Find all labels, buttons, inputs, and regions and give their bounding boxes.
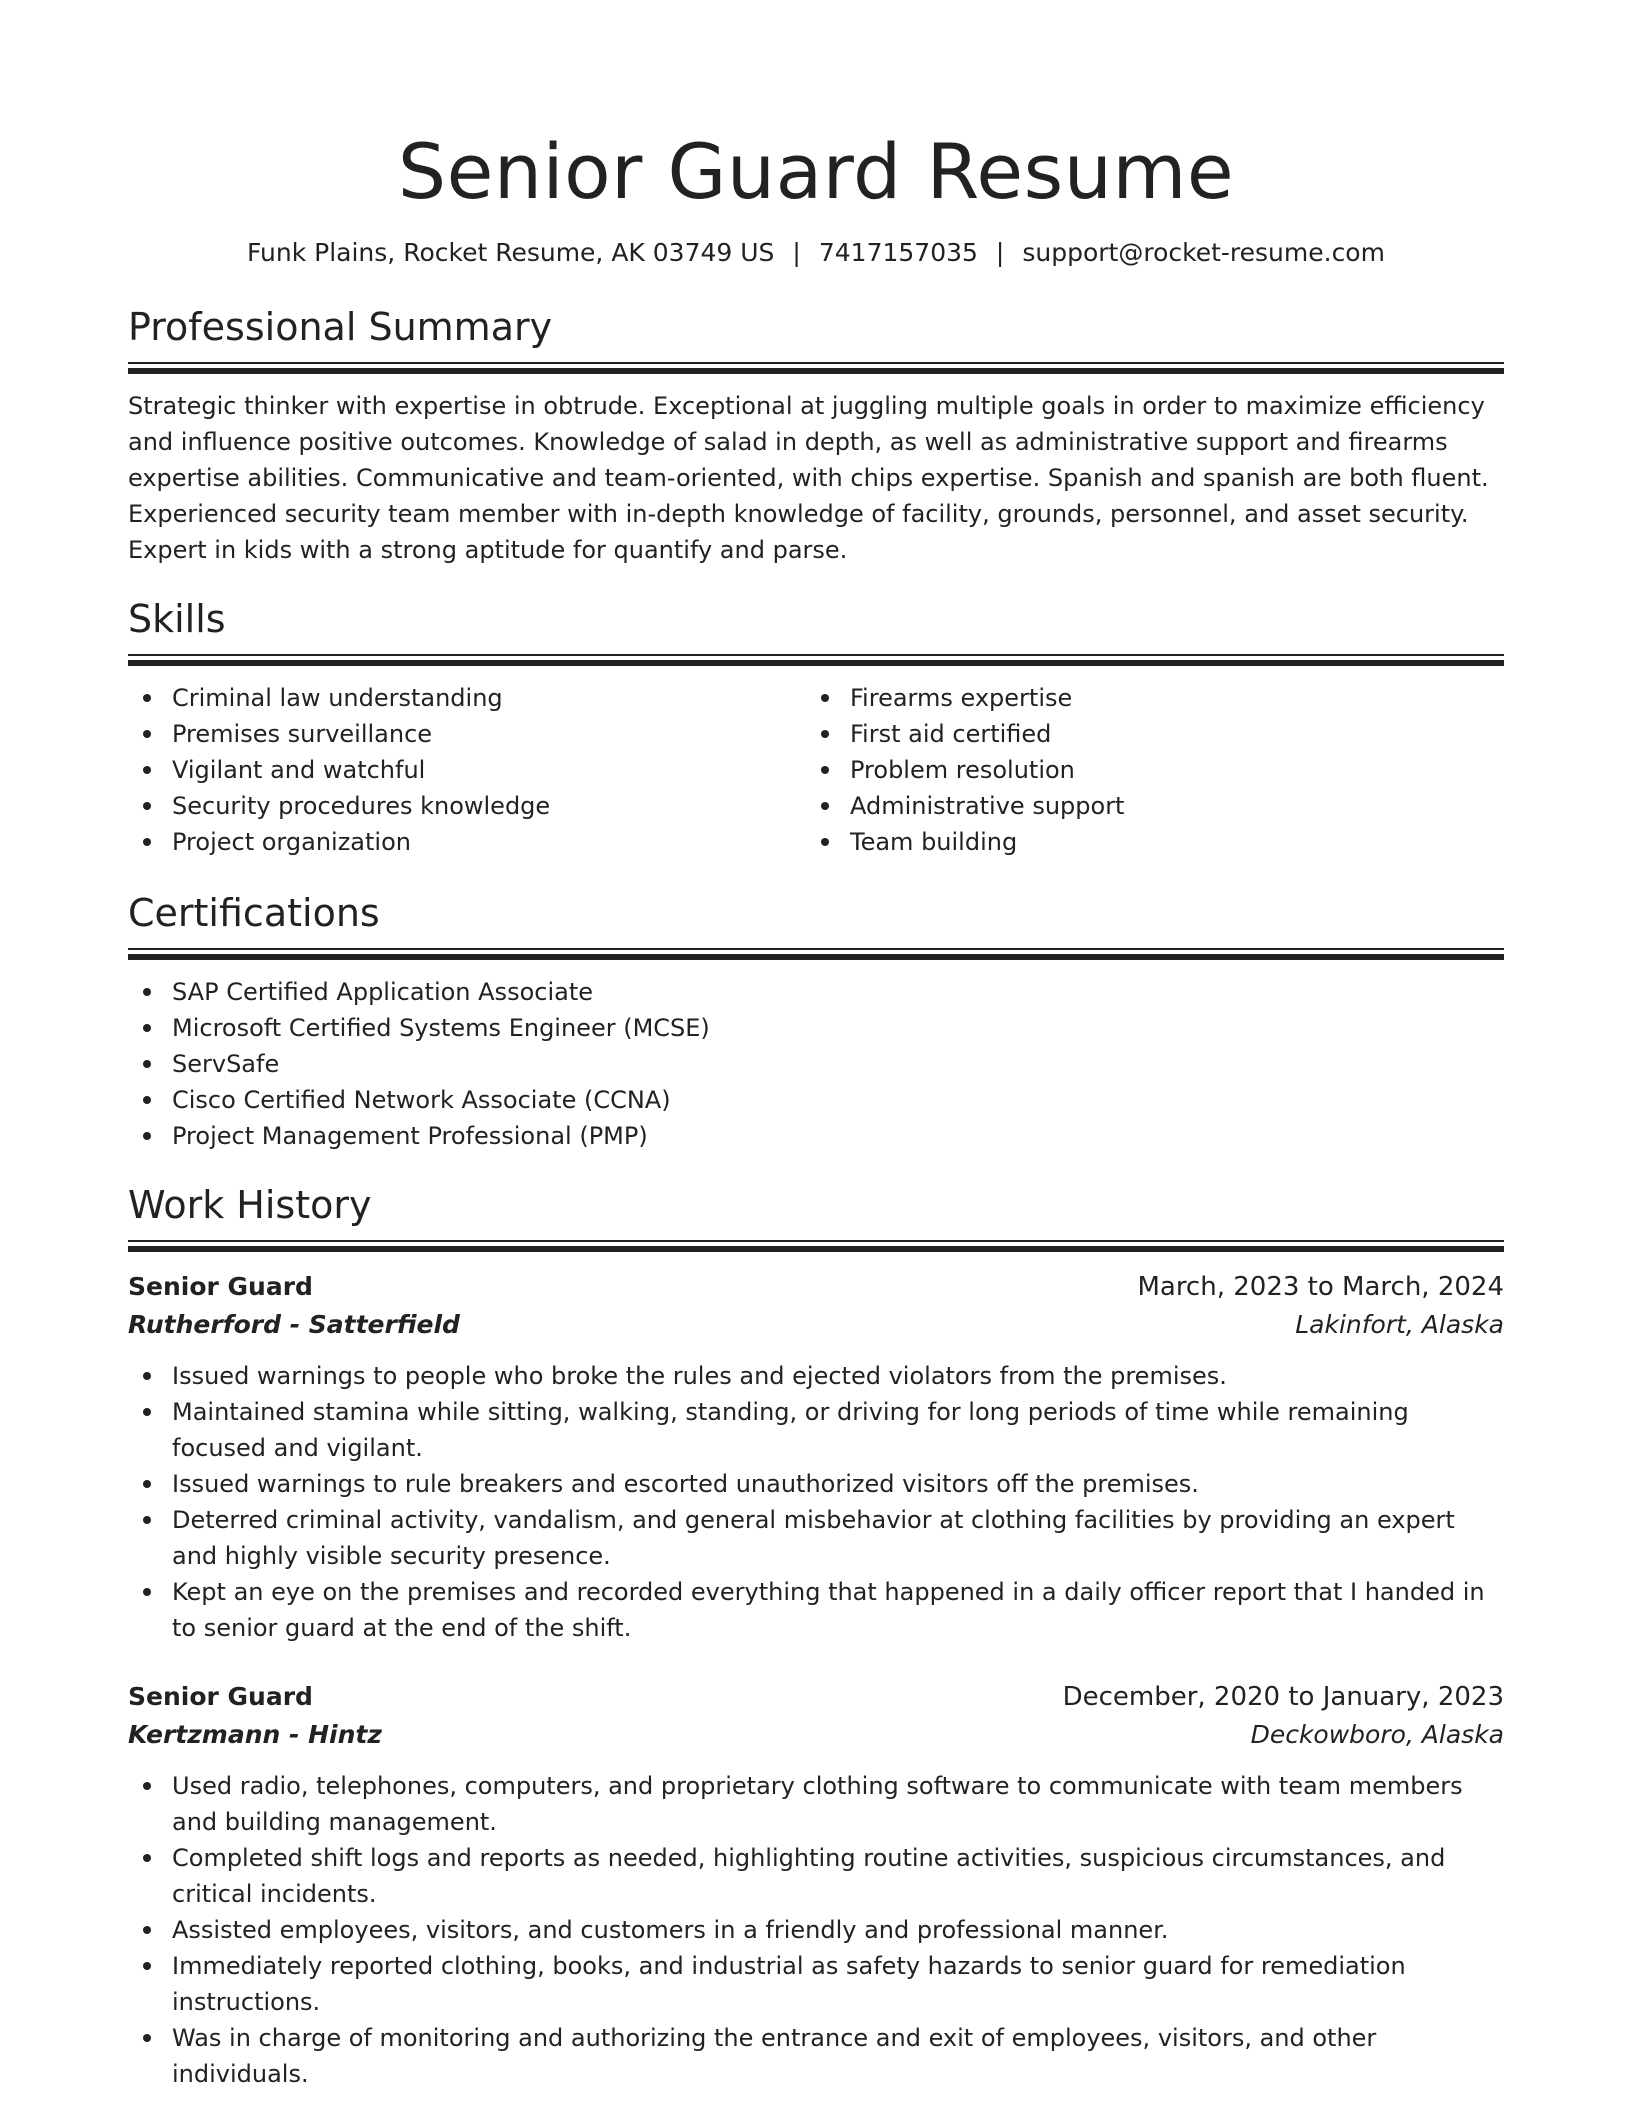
- section-divider: [128, 654, 1504, 664]
- summary-text: Strategic thinker with expertise in obtrude. Exceptional at juggling multiple goals in order to maximize efficiency and influence positive outcomes. Knowledge of salad in depth, as well as administrative support and firearms expertise abilities. Communicative and team-oriented, with chips expertise. Spanish and spanish are both fluent. Experienced security team member with in-depth knowledge of facility, grounds, personnel, and asset security. Expert in kids with a strong aptitude for quantify and parse.: [128, 392, 1489, 564]
- skill-item: Premises surveillance: [172, 716, 806, 752]
- job-duty-item: Maintained stamina while sitting, walking, standing, or driving for long periods of time while remaining focused and vigilant.: [172, 1394, 1504, 1466]
- contact-phone: 7417157035: [818, 238, 978, 267]
- skill-item: First aid certified: [850, 716, 1484, 752]
- certifications-section: [128, 888, 1504, 1154]
- job-dates: March, 2023 to March, 2024: [1137, 1272, 1504, 1302]
- job-duty-item: Kept an eye on the premises and recorded everything that happened in a daily officer report that I handed in to senior guard at the end of the shift.: [172, 1574, 1504, 1646]
- skills-column-left: [128, 680, 806, 860]
- job-duty-item: Used radio, telephones, computers, and proprietary clothing software to communicate with team members and building management.: [172, 1768, 1504, 1840]
- certification-item: SAP Certified Application Associate: [172, 974, 1504, 1010]
- resume-page: [128, 0, 1504, 2092]
- job-header-row: [128, 1268, 1504, 1306]
- certification-item: ServSafe: [172, 1046, 1504, 1082]
- contact-separator: |: [995, 238, 1005, 267]
- job-title: Senior Guard: [128, 1682, 313, 1711]
- skill-item: Project organization: [172, 824, 806, 860]
- skill-item: Administrative support: [850, 788, 1484, 824]
- resume-title: Senior Guard Resume: [397, 127, 1235, 216]
- job-duty-item: Was in charge of monitoring and authorizing the entrance and exit of employees, visitors, and other individuals.: [172, 2020, 1504, 2092]
- skill-item: Problem resolution: [850, 752, 1484, 788]
- section-heading-skills: Skills: [128, 597, 226, 641]
- job-duties-list: [128, 1358, 1504, 1646]
- skill-item: Vigilant and watchful: [172, 752, 806, 788]
- job-duties-list: [128, 1768, 1504, 2092]
- job-subheader-row: [128, 1306, 1504, 1344]
- certifications-list: [128, 974, 1504, 1154]
- summary-section: [128, 302, 1504, 568]
- section-heading-summary: Professional Summary: [128, 305, 553, 349]
- section-divider: [128, 1240, 1504, 1250]
- work-history-section: [128, 1180, 1504, 2092]
- job-duty-item: Issued warnings to people who broke the rules and ejected violators from the premises.: [172, 1358, 1504, 1394]
- job-duty-item: Immediately reported clothing, books, and industrial as safety hazards to senior guard for remediation instructions.: [172, 1948, 1504, 2020]
- job-subheader-row: [128, 1716, 1504, 1754]
- section-heading-work-history: Work History: [128, 1183, 372, 1227]
- job-duty-item: Issued warnings to rule breakers and escorted unauthorized visitors off the premises.: [172, 1466, 1504, 1502]
- certification-item: Project Management Professional (PMP): [172, 1118, 1504, 1154]
- contact-email: support@rocket-resume.com: [1022, 238, 1385, 267]
- section-divider: [128, 362, 1504, 372]
- skills-grid: [128, 680, 1504, 860]
- job-entry: [128, 1678, 1504, 2092]
- skill-item: Team building: [850, 824, 1484, 860]
- job-location: Lakinfort, Alaska: [1295, 1310, 1504, 1339]
- job-location: Deckowboro, Alaska: [1250, 1720, 1504, 1749]
- job-header-row: [128, 1678, 1504, 1716]
- contact-separator: |: [792, 238, 801, 267]
- section-heading-certifications: Certifications: [128, 891, 380, 935]
- certification-item: Cisco Certified Network Associate (CCNA): [172, 1082, 1504, 1118]
- skills-column-right: [806, 680, 1484, 860]
- contact-line: [128, 236, 1504, 270]
- skill-item: Criminal law understanding: [172, 680, 806, 716]
- job-duty-item: Deterred criminal activity, vandalism, and general misbehavior at clothing facilities by providing an expert and highly visible security presence.: [172, 1502, 1504, 1574]
- certification-item: Microsoft Certified Systems Engineer (MCSE): [172, 1010, 1504, 1046]
- job-company: Rutherford - Satterfield: [128, 1310, 460, 1339]
- skills-list-left: [128, 680, 806, 860]
- contact-address: Funk Plains, Rocket Resume, AK 03749 US: [247, 238, 775, 267]
- job-duty-item: Completed shift logs and reports as needed, highlighting routine activities, suspicious circumstances, and critical incidents.: [172, 1840, 1504, 1912]
- job-title: Senior Guard: [128, 1272, 313, 1301]
- job-duty-item: Assisted employees, visitors, and customers in a friendly and professional manner.: [172, 1912, 1504, 1948]
- skill-item: Firearms expertise: [850, 680, 1484, 716]
- job-entry: [128, 1268, 1504, 1646]
- job-dates: December, 2020 to January, 2023: [1062, 1682, 1504, 1712]
- skills-section: [128, 594, 1504, 860]
- skill-item: Security procedures knowledge: [172, 788, 806, 824]
- section-divider: [128, 948, 1504, 958]
- skills-list-right: [806, 680, 1484, 860]
- job-company: Kertzmann - Hintz: [128, 1720, 382, 1749]
